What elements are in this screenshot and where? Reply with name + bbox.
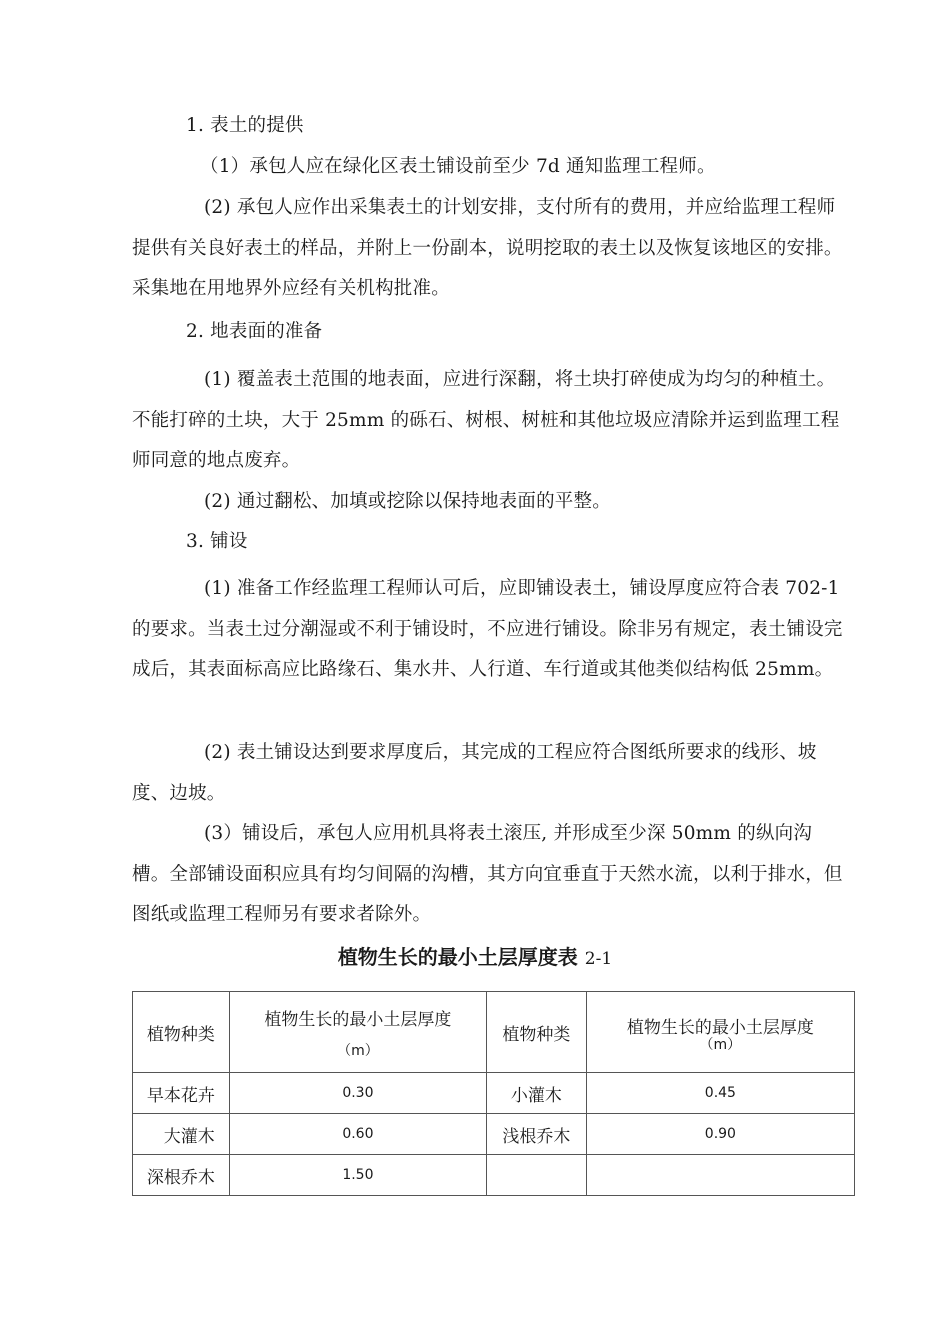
thickness-cell: 0.60 xyxy=(229,1114,486,1155)
header-plant-type-a: 植物种类 xyxy=(133,992,230,1073)
soil-thickness-table xyxy=(132,991,855,1196)
table-caption xyxy=(0,938,950,978)
section-2-item-2: (2) 通过翻松、加填或挖除以保持地表面的平整。 xyxy=(204,491,611,512)
thickness-cell: 0.90 xyxy=(586,1114,854,1155)
thickness-cell: 0.30 xyxy=(229,1073,486,1114)
table-row xyxy=(133,1073,855,1114)
section-1-title: 1. 表土的提供 xyxy=(186,115,304,136)
plant-type-cell: 大灌木 xyxy=(133,1114,230,1155)
header-min-thickness-a-unit: （m） xyxy=(337,1042,379,1059)
plant-type-cell: 早本花卉 xyxy=(133,1073,230,1114)
plant-type-cell: 浅根乔木 xyxy=(487,1114,587,1155)
table-row xyxy=(133,1114,855,1155)
header-min-thickness-a xyxy=(229,992,486,1073)
section-3-item-3: (3）铺设后，承包人应用机具将表土滚压, 并形成至少深 50mm 的纵向沟槽。全部铺设面积应具有均匀间隔的沟槽，其方向宜垂直于天然水流，以利于排水，但图纸或监理工程师另有要求者除外。 xyxy=(132,823,843,925)
plant-type-cell: 深根乔木 xyxy=(133,1155,230,1196)
section-3-item-2: (2) 表土铺设达到要求厚度后，其完成的工程应符合图纸所要求的线形、坡度、边坡。 xyxy=(132,742,817,804)
thickness-cell: 1.50 xyxy=(229,1155,486,1196)
section-2-item-1: (1) 覆盖表土范围的地表面，应进行深翻，将土块打碎使成为均匀的种植土。不能打碎的土块，大于 25mm 的砾石、树根、树桩和其他垃圾应清除并运到监理工程师同意的地点废弃。 xyxy=(132,369,840,471)
header-plant-type-b: 植物种类 xyxy=(487,992,587,1073)
header-min-thickness-b-label: 植物生长的最小土层厚度 xyxy=(626,1017,814,1038)
table-header-row xyxy=(133,992,855,1073)
thickness-cell xyxy=(586,1155,854,1196)
section-3-item-1: (1) 准备工作经监理工程师认可后，应即铺设表土，铺设厚度应符合表 702-1 的要求。当表土过分潮湿或不利于铺设时，不应进行铺设。除非另有规定，表土铺设完成后，其表面标高应比路缘石、集水井、人行道、车行道或其他类似结构低 25mm。 xyxy=(132,578,843,680)
section-2-title: 2. 地表面的准备 xyxy=(186,321,323,342)
section-3-title: 3. 铺设 xyxy=(186,531,248,552)
header-min-thickness-a-label: 植物生长的最小土层厚度 xyxy=(264,1009,452,1030)
table-row xyxy=(133,1155,855,1196)
header-min-thickness-b xyxy=(586,992,854,1073)
section-1-item-1: （1）承包人应在绿化区表土铺设前至少 7d 通知监理工程师。 xyxy=(200,156,716,177)
table-caption-title: 植物生长的最小土层厚度表 xyxy=(337,945,578,969)
section-1-item-2: (2) 承包人应作出采集表土的计划安排，支付所有的费用，并应给监理工程师提供有关良好表土的样品，并附上一份副本，说明挖取的表土以及恢复该地区的安排。采集地在用地界外应经有关机构批准。 xyxy=(132,197,843,299)
table-caption-number: 2-1 xyxy=(584,949,613,969)
plant-type-cell: 小灌木 xyxy=(487,1073,587,1114)
header-min-thickness-b-unit: （m） xyxy=(699,1036,742,1053)
plant-type-cell xyxy=(487,1155,587,1196)
thickness-cell: 0.45 xyxy=(586,1073,854,1114)
